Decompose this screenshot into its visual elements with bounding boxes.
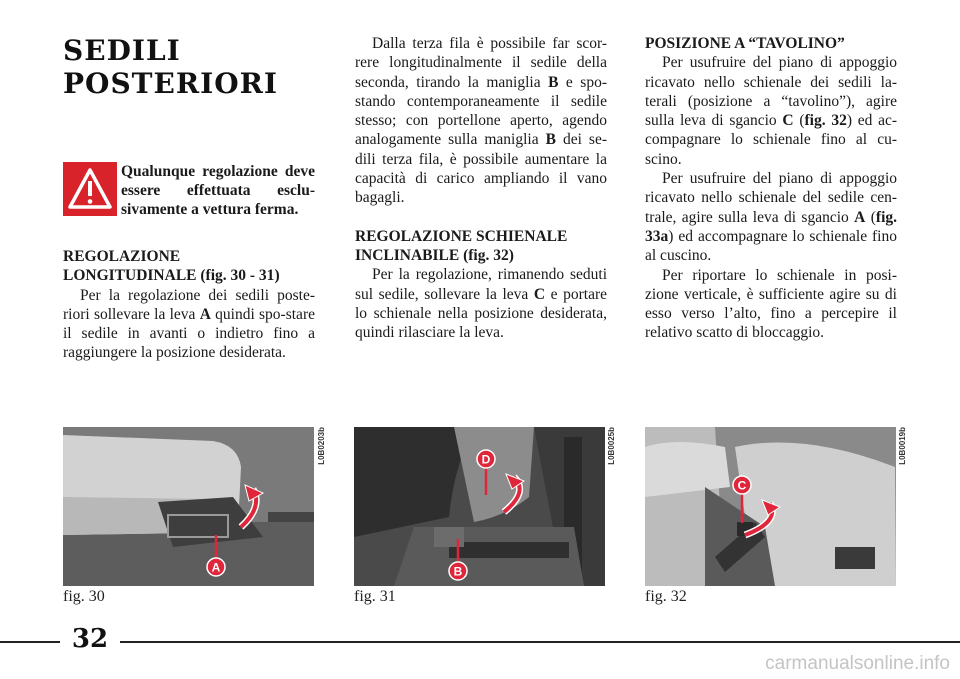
marker-a: A [211,560,221,575]
marker-c: C [737,478,747,493]
figure-caption: fig. 31 [354,588,396,605]
section-heading-recline: REGOLAZIONE SCHIENALE INCLINABILE (fig. 32) [355,227,568,264]
figure-32-photo [645,427,896,586]
paragraph: Per usufruire del piano di appoggio ricavato nello schienale del sedile cen-trale, agire sulla leva di sgancio A (fig. 33a) ed accompagnare lo schienale fino al cuscino. [645,170,897,265]
figure-ref: fig. 33a [645,208,897,245]
footer-rule-left [0,641,60,643]
column-3 [645,34,897,343]
paragraph: Per usufruire del piano di appoggio ricavato nello schienale dei sedili la-terali (posizione a “tavolino”), agire sulla leva di sgancio C (fig. 32) ed ac-compagnare lo schienale fino al cu-scino. [645,54,897,168]
lever-ref: A [199,305,211,323]
figure-code: L0B0203b [317,427,326,465]
paragraph: Dalla terza fila è possibile far scor-rere longitudinalmente il sedile della seconda, tirando la maniglia B e spo-stando contemporaneamente il sedile stesso; con portellone aperto, agendo analogamente sulla maniglia B dei se-dili terza fila, è possibile aumentare la capacità di carico ampliando il vano bagagli. [355,35,608,207]
paragraph: Per la regolazione, rimanendo seduti sul sedile, sollevare la leva C e portare lo schienale nella posizione desiderata, quindi rilasciare la leva. [355,266,607,342]
warning-box [63,162,315,222]
figure-ref: fig. 32 [468,246,509,264]
figure-code: L0B0025b [607,427,616,465]
lever-ref: C [533,285,546,303]
figure-ref: fig. 32 [804,112,847,130]
figure-code: L0B0019b [898,427,907,465]
handle-ref: B [545,131,556,149]
page-title [63,34,278,100]
paragraph: Per la regolazione dei sedili poste-riori sollevare la leva A quindi spo-stare il sedile in avanti o indietro fino a raggiungere la posizione desiderata. [63,286,315,362]
watermark: carmanualsonline.info [765,653,950,674]
paragraph: Per riportare lo schienale in posi-zione verticale, è sufficiente agire su di esso verso l’alto, fino a percepire il relativo scatto di bloccaggio. [645,266,897,342]
marker-d: D [481,452,491,467]
section-heading-table: POSIZIONE A “TAVOLINO” [645,35,845,52]
lever-ref: A [854,208,866,226]
footer-rule-right [120,641,960,643]
figure-31-photo [354,427,605,586]
page-number: 32 [71,624,109,654]
figure-30-photo [63,427,314,586]
handle-ref: B [548,73,559,91]
lever-ref: C [782,112,794,130]
warning-icon [63,162,117,216]
section-longitudinal [63,247,315,363]
section-recline [355,227,607,343]
title-line-1: SEDILI [63,34,181,67]
warning-text: Qualunque regolazione deve essere effettuata esclu-sivamente a vettura ferma. [121,163,315,218]
figure-ref: fig. 30 - 31 [205,267,275,285]
marker-b: B [453,564,463,579]
figure-caption: fig. 30 [63,588,105,605]
column-2 [355,34,607,342]
figure-caption: fig. 32 [645,588,687,605]
title-line-2: POSTERIORI [63,67,278,100]
section-heading-longitudinal: REGOLAZIONE LONGITUDINALE (fig. 30 - 31) [63,248,280,285]
